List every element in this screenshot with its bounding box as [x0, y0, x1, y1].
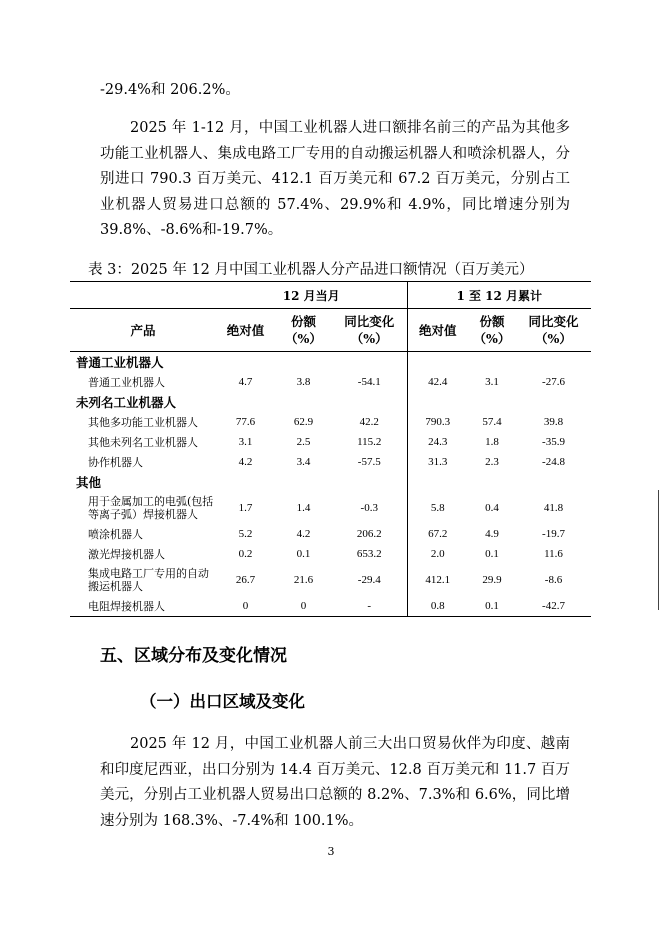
abs-value-ytd: 24.3 [407, 432, 468, 452]
abs-value-ytd: 0.8 [407, 596, 468, 617]
group-header-ytd: 1 至 12 月累计 [407, 282, 591, 309]
table-row [70, 524, 591, 544]
change-value-ytd: -8.6 [544, 574, 563, 586]
product-name: 电阻焊接机器人 [70, 596, 216, 617]
import-table [70, 281, 591, 617]
change-value-ytd: 11.6 [544, 548, 563, 560]
table-row [70, 564, 591, 596]
share-value: 4.2 [296, 528, 311, 540]
share-value: 0.1 [296, 548, 311, 560]
change-value: -29.4 [357, 574, 381, 586]
abs-value: 3.1 [238, 436, 253, 448]
share-value-ytd: 3.1 [485, 376, 499, 388]
table-caption: 表 3：2025 年 12 月中国工业机器人分产品进口额情况（百万美元） [88, 262, 534, 278]
change-value-ytd: -24.8 [542, 456, 565, 468]
table-row [70, 596, 591, 617]
change-value-ytd: -35.9 [542, 436, 565, 448]
change-value-ytd: -19.7 [542, 528, 565, 540]
group-header-month: 12 月当月 [216, 282, 407, 309]
share-value: 3.4 [296, 456, 311, 468]
col-header-change: 同比变化 （%） [332, 309, 407, 352]
abs-value: 77.6 [235, 416, 256, 428]
share-value-ytd: 57.4 [482, 416, 502, 428]
change-value: 115.2 [357, 436, 382, 448]
table-body [70, 352, 591, 617]
group-row [70, 352, 591, 373]
share-value-ytd: 29.9 [482, 574, 502, 586]
subsection-title: （一）出口区域及变化 [140, 692, 305, 711]
share-value: 0 [275, 596, 332, 617]
col-header-share: 份额 （%） [275, 309, 332, 352]
col-header-abs: 绝对值 [216, 309, 275, 352]
share-value: 1.4 [296, 502, 311, 514]
abs-value: 4.2 [238, 456, 253, 468]
change-value: -57.5 [357, 456, 381, 468]
section-title: 五、区域分布及变化情况 [100, 646, 287, 666]
col-header-share-ytd: 份额 （%） [468, 309, 516, 352]
table-row [70, 452, 591, 472]
abs-value: 26.7 [235, 574, 256, 586]
paragraph-continuation: -29.4%和 206.2%。 [100, 82, 240, 98]
col-header-abs-ytd: 绝对值 [407, 309, 468, 352]
product-name: 普通工业机器人 [88, 375, 165, 389]
share-value-ytd: 0.1 [468, 596, 516, 617]
table-row [70, 412, 591, 432]
abs-value-ytd: 5.8 [407, 492, 468, 524]
table-row [70, 492, 591, 524]
change-value: 653.2 [356, 548, 382, 560]
abs-value: 0 [216, 596, 275, 617]
table-row [70, 544, 591, 564]
change-value: -54.1 [357, 376, 381, 388]
group-name: 普通工业机器人 [76, 355, 164, 370]
abs-value-ytd: 42.4 [407, 372, 468, 392]
change-value: -0.3 [360, 502, 378, 514]
change-value-ytd: -27.6 [542, 376, 565, 388]
abs-value-ytd: 2.0 [407, 544, 468, 564]
paragraph-import-summary: 2025 年 1-12 月，中国工业机器人进口额排名前三的产品为其他多功能工业机器人、集成电路工厂专用的自动搬运机器人和喷涂机器人，分别进口 790.3 百万美元、412.1 百万美元和 67.2 百万美元，分别占工业机器人贸易进口总额的 57.4%、29.9%和 4.9%，同比增速分别为 39.8%、-8.6%和-19.7%。 [100, 120, 570, 238]
table-row [70, 372, 591, 392]
share-value: 21.6 [293, 574, 314, 586]
product-name: 协作机器人 [88, 455, 143, 469]
group-name: 其他 [76, 475, 102, 490]
share-value: 3.8 [296, 376, 311, 388]
col-header-product: 产品 [70, 309, 216, 352]
product-name: 其他多功能工业机器人 [88, 415, 198, 429]
product-name: 集成电路工厂专用的自动搬运机器人 [88, 567, 209, 593]
abs-value-ytd: 412.1 [407, 564, 468, 596]
col-header-change-ytd: 同比变化 （%） [516, 309, 591, 352]
change-value-ytd: 41.8 [543, 502, 564, 514]
change-value: 42.2 [359, 416, 379, 428]
share-value-ytd: 0.1 [485, 548, 499, 560]
abs-value: 0.2 [238, 548, 253, 560]
page-edge-mark [658, 490, 659, 610]
product-name: 其他未列名工业机器人 [88, 435, 198, 449]
share-value-ytd: 0.4 [485, 502, 499, 514]
share-value-ytd: 1.8 [485, 436, 499, 448]
share-value: 62.9 [293, 416, 314, 428]
abs-value-ytd: 31.3 [407, 452, 468, 472]
product-name: 喷涂机器人 [88, 527, 143, 541]
share-value-ytd: 4.9 [485, 528, 499, 540]
change-value: - [332, 596, 407, 617]
abs-value: 1.7 [238, 502, 253, 514]
group-row [70, 392, 591, 412]
share-value-ytd: 2.3 [485, 456, 499, 468]
abs-value-ytd: 67.2 [407, 524, 468, 544]
change-value-ytd: 39.8 [543, 416, 564, 428]
paragraph-export-summary: 2025 年 12 月，中国工业机器人前三大出口贸易伙伴为印度、越南和印度尼西亚，出口分别为 14.4 百万美元、12.8 百万美元和 11.7 百万美元，分别占工业机器人贸易出口总额的 8.2%、7.3%和 6.6%，同比增速分别为 168.3%、-7.4%和 100.1%。 [100, 736, 570, 829]
share-value: 2.5 [296, 436, 311, 448]
change-value-ytd: -42.7 [516, 596, 591, 617]
group-name: 未列名工业机器人 [76, 395, 177, 410]
abs-value: 4.7 [238, 376, 253, 388]
change-value: 206.2 [356, 528, 382, 540]
product-name: 激光焊接机器人 [88, 547, 165, 561]
table-row [70, 432, 591, 452]
abs-value: 5.2 [238, 528, 253, 540]
page-number: 3 [327, 845, 335, 858]
product-name: 用于金属加工的电弧(包括等离子弧）焊接机器人 [88, 495, 214, 521]
abs-value-ytd: 790.3 [407, 412, 468, 432]
group-row [70, 472, 591, 492]
